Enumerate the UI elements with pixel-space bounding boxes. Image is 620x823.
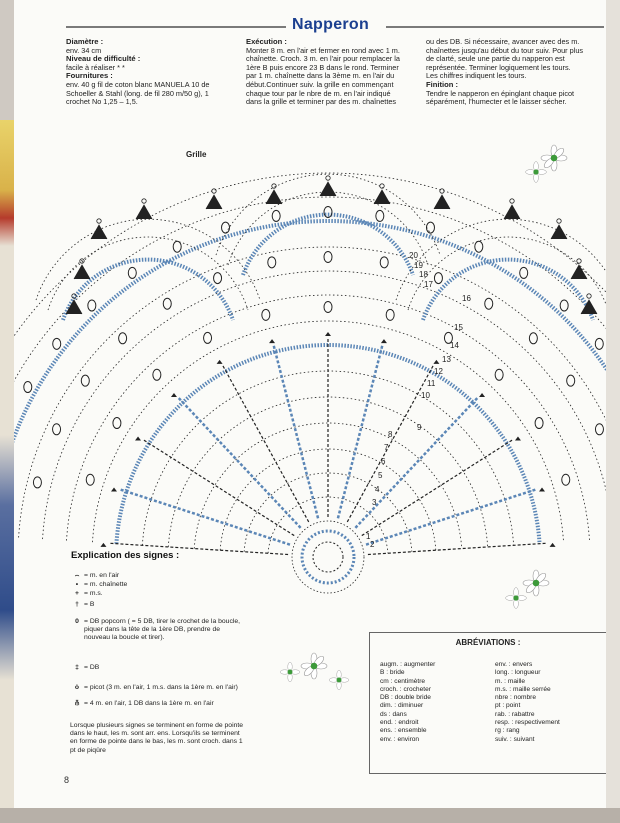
row-number-label: 13 — [442, 355, 451, 364]
abbreviations-box — [369, 632, 606, 774]
scallop-band — [423, 260, 593, 320]
abbreviations-left-column — [380, 661, 435, 744]
stitch-symbol-icon: 0 — [75, 618, 79, 625]
abbreviation-entry: ens. : ensemble — [380, 727, 427, 735]
row-number-label: 18 — [419, 270, 428, 279]
stitch-spoke — [273, 344, 318, 518]
popcorn-stitch-icon — [529, 333, 537, 344]
abbreviation-entry: m.s. : maille serrée — [495, 685, 551, 693]
stitch-symbol-icon: + — [75, 590, 79, 597]
popcorn-stitch-icon — [380, 257, 388, 268]
stitch-tip — [325, 332, 331, 336]
daisy-flower-icon — [523, 570, 549, 596]
niveau-value: facile à réaliser * * — [66, 62, 125, 72]
note-line: pt de piqûre — [70, 746, 106, 754]
popcorn-stitch-icon — [535, 418, 543, 429]
picot-icon — [380, 184, 384, 188]
abbreviation-entry: DB : double bride — [380, 694, 431, 702]
execution-line: chaque tour par le nbre de m. en l'air indiqué — [246, 88, 391, 98]
abbreviation-entry: env. : envers — [495, 661, 533, 668]
row-number-label: 2 — [370, 540, 375, 549]
popcorn-stitch-icon — [434, 273, 442, 284]
stitch-symbol-icon: ⫚ — [74, 700, 80, 707]
stitch-tip — [217, 360, 223, 364]
row-number-label: 16 — [462, 294, 471, 303]
row-number-label: 4 — [375, 485, 380, 494]
petal-stitch-icon — [571, 265, 587, 279]
chain-arc — [67, 295, 590, 541]
popcorn-stitch-icon — [560, 300, 568, 311]
sign-text: nouveau la boucle et tirer). — [84, 634, 165, 641]
picot-icon — [80, 259, 84, 263]
picot-icon — [97, 219, 101, 223]
sign-row — [70, 634, 164, 642]
abbreviation-entry: augm. : augmenter — [380, 661, 436, 668]
sign-text: = m.s. — [84, 590, 103, 597]
row-number-label: 7 — [384, 443, 389, 452]
abbreviation-entry: ds : dans — [380, 710, 407, 718]
petal-stitch-icon — [66, 300, 82, 314]
chart-row-numbers — [366, 251, 471, 549]
stitch-tip — [100, 543, 106, 547]
petal-stitch-icon — [266, 190, 282, 204]
fournitures-line: env. 40 g fil de coton blanc MANUELA 10 de — [66, 79, 210, 89]
popcorn-stitch-icon — [24, 382, 32, 393]
page-title: Napperon — [292, 16, 370, 33]
row-number-label: 12 — [434, 367, 443, 376]
daisy-flower-icon — [329, 670, 349, 690]
note-line: Lorsque plusieurs signes se terminent en forme de pointe — [70, 722, 244, 729]
popcorn-stitch-icon — [153, 369, 161, 380]
sign-row — [70, 684, 238, 692]
popcorn-stitch-icon — [595, 424, 603, 435]
row-number-label: 3 — [372, 498, 377, 507]
fournitures-line: crochet No 1,25 – 1,5. — [66, 97, 138, 107]
stitch-symbol-icon: ⌢ — [74, 572, 80, 579]
popcorn-stitch-icon — [262, 309, 270, 320]
continued-line: ou des DB. Si nécessaire, avancer avec des m. — [426, 37, 580, 46]
sign-row — [70, 626, 220, 634]
daisy-flower-icon — [541, 145, 567, 171]
sign-row — [70, 590, 103, 598]
popcorn-stitch-icon — [88, 300, 96, 311]
abbreviation-entry: pt : point — [495, 702, 521, 710]
stitch-tip — [433, 360, 439, 364]
petal-stitch-icon — [320, 182, 336, 196]
abbreviation-entry: end. : endroit — [380, 719, 419, 727]
row-number-label: 15 — [454, 323, 463, 332]
petal-stitch-icon — [504, 205, 520, 219]
popcorn-stitch-icon — [81, 375, 89, 386]
sign-text: = DB — [84, 664, 100, 671]
popcorn-stitch-icon — [53, 424, 61, 435]
popcorn-stitch-icon — [86, 474, 94, 485]
popcorn-stitch-icon — [520, 267, 528, 278]
execution-line: par 1 m. chaînette dans la 3ème m. en l'air du — [246, 71, 395, 81]
petal-stitch-icon — [551, 225, 567, 239]
page-bottom-edge — [0, 808, 620, 823]
popcorn-stitch-icon — [222, 222, 230, 233]
row-number-label: 19 — [414, 261, 423, 270]
abbreviation-entry: nbre : nombre — [495, 694, 537, 702]
picot-icon — [557, 219, 561, 223]
petal-stitch-icon — [206, 195, 222, 209]
popcorn-stitch-icon — [119, 333, 127, 344]
stitch-spoke — [355, 397, 478, 528]
stitch-spoke — [347, 364, 434, 522]
popcorn-stitch-icon — [426, 222, 434, 233]
stitch-symbol-icon: † — [75, 601, 79, 608]
sign-text: = m. chaînette — [84, 581, 128, 588]
execution-line: dans la grille et terminer par des m. chaînettes — [246, 97, 397, 107]
sign-row — [70, 601, 94, 609]
finition-line: Tendre le napperon en épinglant chaque picot — [426, 88, 575, 98]
adjacent-page-strip — [0, 120, 14, 820]
stitch-tip — [381, 339, 387, 343]
row-number-label: 11 — [427, 379, 436, 388]
note-line: en forme de pointe dans le bas, les m. sont croch. dans 1 — [70, 738, 243, 746]
page-number: 8 — [64, 775, 70, 785]
stitch-tip — [269, 339, 275, 343]
petal-stitch-icon — [136, 205, 152, 219]
row-number-label: 5 — [378, 471, 383, 480]
popcorn-stitch-icon — [324, 252, 332, 263]
popcorn-stitch-icon — [214, 273, 222, 284]
abbreviation-entry: env. : environ — [380, 735, 420, 743]
popcorn-stitch-icon — [113, 418, 121, 429]
abbreviations-title: ABRÉVIATIONS : — [455, 638, 521, 647]
sign-row — [70, 618, 240, 626]
chart-chain-arcs — [14, 173, 606, 553]
popcorn-stitch-icon — [567, 375, 575, 386]
popcorn-stitch-icon — [204, 332, 212, 343]
row-number-label: 14 — [450, 341, 459, 350]
execution-line: Monter 8 m. en l'air et fermer en rond avec 1 m. — [246, 45, 400, 55]
daisy-flower-icon — [506, 588, 527, 609]
abbreviation-entry: B : bride — [380, 669, 405, 677]
page-edge — [606, 0, 620, 823]
popcorn-stitch-icon — [324, 302, 332, 313]
row-number-label: 20 — [409, 251, 418, 260]
niveau-label: Niveau de difficulté : — [66, 54, 141, 64]
petal-stitch-icon — [434, 195, 450, 209]
abbreviation-entry: m. : maille — [495, 677, 526, 685]
sign-row — [70, 664, 99, 672]
petal-stitch-icon — [374, 190, 390, 204]
scallop-band — [63, 260, 233, 320]
stitch-symbol-icon: ȯ — [74, 684, 80, 691]
petal-stitch-icon — [91, 225, 107, 239]
sign-row — [70, 572, 119, 580]
popcorn-stitch-icon — [53, 338, 61, 349]
stitch-tip — [111, 487, 117, 491]
stitch-tip — [479, 393, 485, 397]
row-number-label: 8 — [388, 430, 393, 439]
picot-icon — [577, 259, 581, 263]
popcorn-stitch-icon — [272, 210, 280, 221]
row-number-label: 17 — [424, 280, 433, 289]
sign-text: = 4 m. en l'air, 1 DB dans la 1ère m. en l'air — [84, 700, 214, 707]
picot-icon — [142, 199, 146, 203]
popcorn-stitch-icon — [386, 309, 394, 320]
abbreviations-right-column — [495, 661, 560, 744]
sign-row — [70, 581, 127, 589]
note-line: dans le haut, les m. sont arr. ens. Lorsqu'ils se terminent — [70, 730, 240, 738]
execution-line: 1ère B puis encore 23 B dans le rond. Terminer — [246, 62, 399, 72]
magazine-page — [14, 0, 606, 808]
sign-text: = DB popcorn ( = 5 DB, tirer le crochet de la boucle, — [84, 618, 241, 625]
popcorn-stitch-icon — [128, 267, 136, 278]
stitch-tip — [539, 487, 545, 491]
popcorn-stitch-icon — [33, 477, 41, 488]
finition-line: séparément, l'humecter et le laisser sécher. — [426, 97, 567, 107]
stitch-spoke — [177, 397, 300, 528]
stitch-tip — [550, 543, 556, 547]
stitch-symbol-icon: ‡ — [75, 664, 79, 671]
execution-label: Exécution : — [246, 37, 287, 46]
abbreviation-entry: long. : longueur — [495, 669, 541, 677]
fournitures-line: Schoeller & Stahl (long. de fil 280 m/50 g), 1 — [66, 88, 209, 98]
sign-text: = picot (3 m. en l'air, 1 m.s. dans la 1ère m. en l'air) — [84, 684, 238, 691]
signs-note — [70, 722, 300, 755]
popcorn-stitch-icon — [495, 369, 503, 380]
daisy-flower-icon — [280, 662, 300, 682]
stitch-tip — [515, 436, 521, 440]
sign-text: piquer dans la tête de la 1ère DB, prendre de — [84, 626, 221, 633]
execution-line: chaînette. Croch. 3 m. en l'air pour remplacer la — [246, 54, 400, 64]
diametre-label: Diamètre : — [66, 37, 104, 46]
row-number-label: 6 — [381, 457, 386, 466]
popcorn-stitch-icon — [475, 241, 483, 252]
sign-row — [70, 700, 214, 708]
row-number-label: 10 — [421, 391, 430, 400]
signs-title: Explication des signes : — [71, 550, 180, 561]
popcorn-stitch-icon — [485, 298, 493, 309]
abbreviation-entry: croch. : crocheter — [380, 685, 431, 693]
row-number-label: 9 — [417, 423, 422, 432]
stitch-spoke — [368, 543, 548, 554]
daisy-flower-icon — [301, 653, 327, 679]
stitch-spoke — [222, 364, 309, 522]
popcorn-stitch-icon — [595, 338, 603, 349]
picot-icon — [272, 184, 276, 188]
row-number-label: 1 — [366, 532, 371, 541]
stitch-tip — [135, 436, 141, 440]
diametre-value: env. 34 cm — [66, 45, 102, 55]
abbreviation-entry: rab. : rabattre — [495, 710, 535, 718]
stitch-tip — [171, 393, 177, 397]
abbreviation-entry: rg : rang — [495, 727, 520, 735]
chain-arc — [43, 271, 606, 539]
picot-icon — [510, 199, 514, 203]
finition-label: Finition : — [426, 79, 459, 89]
continued-line: Les chiffres indiquent les tours. — [426, 71, 527, 81]
chain-arc — [14, 173, 606, 533]
popcorn-stitch-icon — [173, 241, 181, 252]
popcorn-stitch-icon — [376, 210, 384, 221]
popcorn-stitch-icon — [268, 257, 276, 268]
sign-text: = B — [84, 601, 95, 608]
abbreviation-entry: cm : centimètre — [380, 677, 426, 685]
picot-icon — [326, 176, 330, 180]
fournitures-label: Fournitures : — [66, 71, 113, 81]
continued-line: représentée. Terminer logiquement les tours. — [426, 62, 571, 72]
popcorn-stitch-icon — [562, 474, 570, 485]
popcorn-stitch-icon — [163, 298, 171, 309]
stitch-symbol-icon: • — [75, 581, 79, 588]
chart-structure — [292, 521, 364, 593]
abbreviation-entry: dim. : diminuer — [380, 702, 424, 710]
abbreviation-entry: resp. : respectivement — [495, 719, 560, 727]
chain-arc — [19, 247, 606, 538]
execution-line: début.Continuer suiv. la grille en commençant — [246, 79, 394, 89]
daisy-flower-icon — [526, 162, 547, 183]
diagram-label: Grille — [186, 150, 207, 159]
continued-line: chaînettes jusqu'au début du tour suiv. Pour plus — [426, 45, 584, 55]
continued-line: de clarté, seule une partie du napperon est — [426, 54, 565, 64]
sign-text: = m. en l'air — [84, 572, 120, 579]
picot-icon — [587, 294, 591, 298]
abbreviation-entry: suiv. : suivant — [495, 735, 535, 743]
